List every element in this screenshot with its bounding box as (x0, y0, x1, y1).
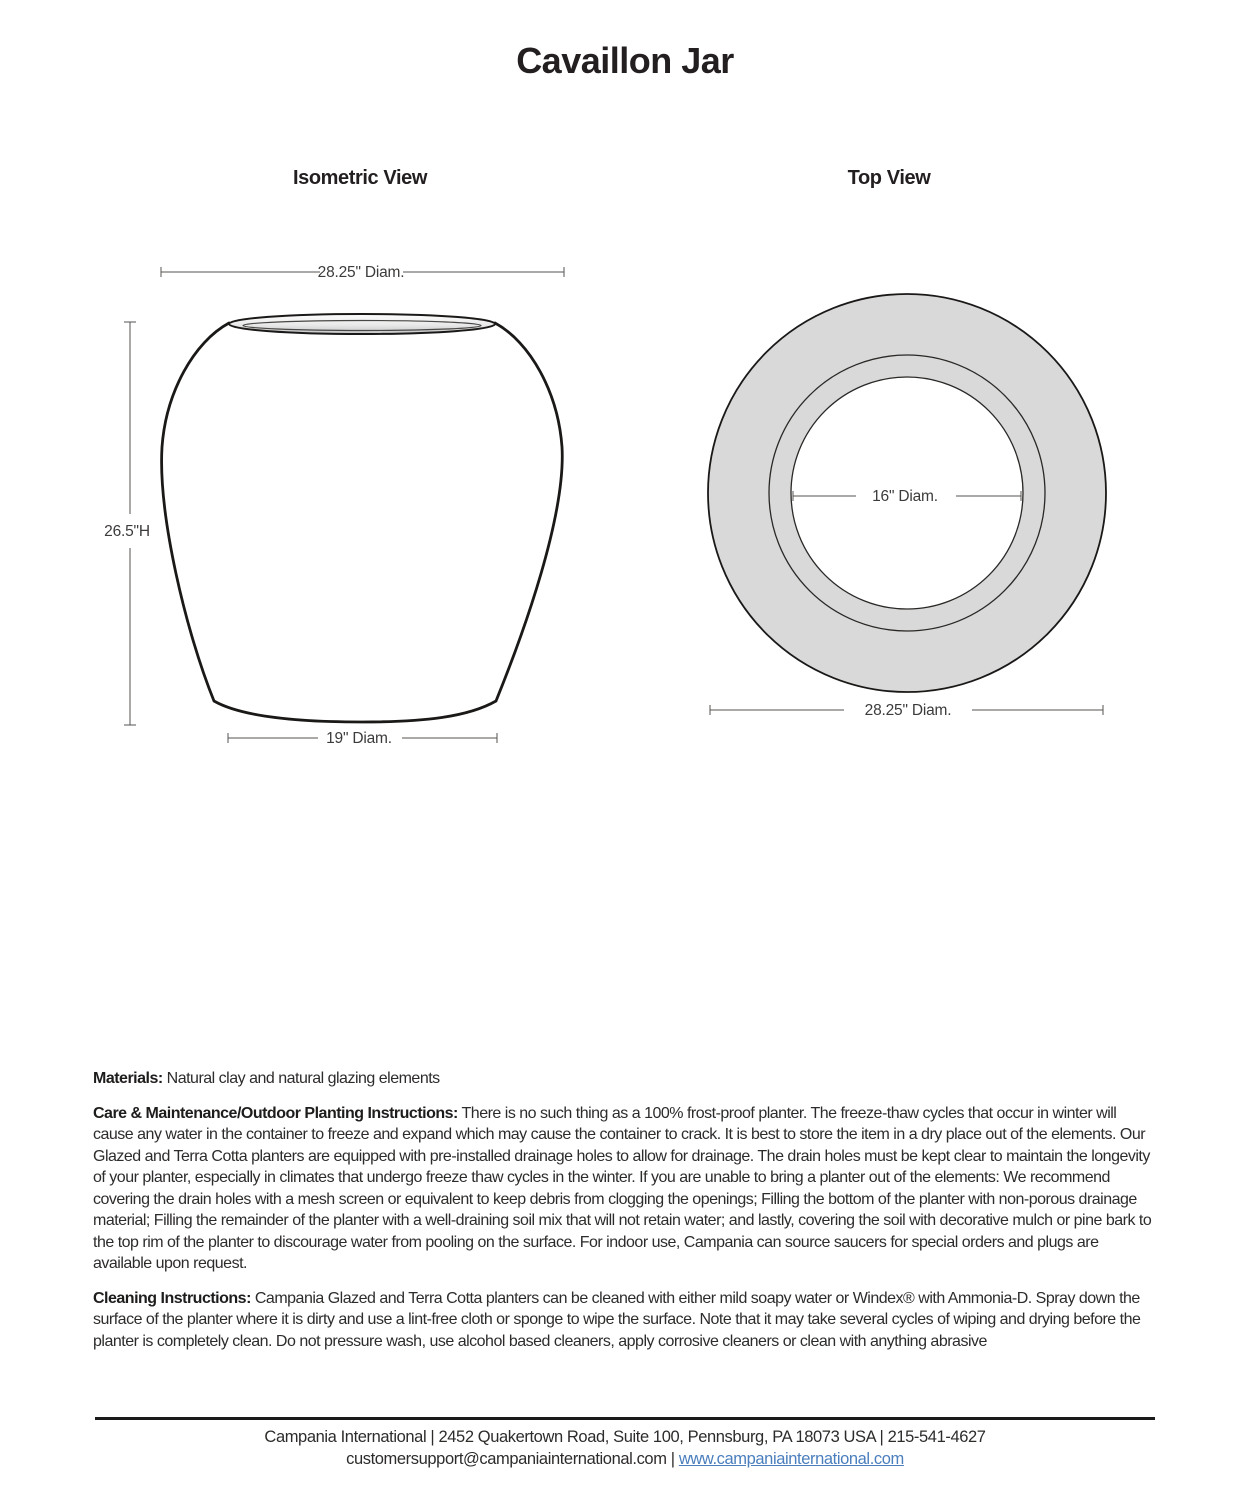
jar-outline (162, 323, 563, 722)
footer-contact-line: Campania International | 2452 Quakertown Road, Suite 100, Pennsburg, PA 18073 USA | 215-541-4627 (264, 1428, 986, 1446)
isometric-view-label: Isometric View (292, 167, 428, 189)
dim-label-bottom-diameter: 19" Diam. (326, 730, 392, 747)
cleaning-paragraph (93, 1288, 1157, 1353)
materials-text: Natural clay and natural glazing elements (166, 1070, 440, 1087)
spec-text-block (93, 1068, 1157, 1365)
footer-web-line (0, 1448, 1250, 1470)
footer-separator: | (670, 1450, 675, 1468)
dim-label-inner-diameter: 16" Diam. (872, 488, 938, 505)
dim-label-height: 26.5"H (104, 523, 150, 540)
footer-email: customersupport@campaniainternational.com (346, 1450, 667, 1468)
care-label: Care & Maintenance/Outdoor Planting Instructions: (93, 1104, 458, 1122)
materials-paragraph (93, 1068, 1157, 1090)
care-paragraph (93, 1103, 1157, 1275)
dim-label-outer-diameter: 28.25" Diam. (864, 702, 952, 719)
care-text: There is no such thing as a 100% frost-proof planter. The freeze-thaw cycles that occur in winter will cause any water in the container to freeze and expand which may cause the container to crack. It is best to store the item in a dry place out of the elements. Our Glazed and Terra Cotta planters are equipped with pre-installed drainage holes to allow for drainage. The drain holes must be kept clear to maintain the longevity of your planter, especially in climates that undergo freeze thaw cycles in the winter. If you are unable to bring a planter out of the elements: We recommend covering the drain holes with a mesh screen or equivalent to keep debris from clogging the openings; Filling the bottom of the planter with non-porous drainage material; Filling the remainder of the planter with a well-draining soil mix that will not retain water; and lastly, covering the soil with decorative mulch or pine bark to the top rim of the planter to discourage water from pooling on the surface. For indoor use, Campania can source saucers for special orders and plugs are available upon request. (93, 1104, 1152, 1272)
materials-label: Materials: (93, 1070, 163, 1087)
footer-website-link[interactable]: www.campaniainternational.com (678, 1450, 904, 1468)
cleaning-text: Campania Glazed and Terra Cotta planters can be cleaned with either mild soapy water or Windex® with Ammonia-D. Spray down the surface of the planter where it is dirty and use a lint-free cloth or sponge to wipe the surface. Note that it may take several cycles of wiping and drying before the planter is completely clean. Do not pressure wash, use alcohol based cleaners, apply corrosive cleaners or clean with anything abrasive (93, 1289, 1141, 1350)
top-view-label: Top View (847, 167, 931, 189)
top-view-drawing (708, 294, 1106, 719)
isometric-drawing (104, 264, 564, 747)
dim-label-top-diameter: 28.25" Diam. (317, 264, 405, 281)
footer (0, 1426, 1250, 1470)
cleaning-label: Cleaning Instructions: (93, 1289, 251, 1307)
page-title: Cavaillon Jar (516, 40, 734, 81)
footer-divider (95, 1417, 1155, 1420)
